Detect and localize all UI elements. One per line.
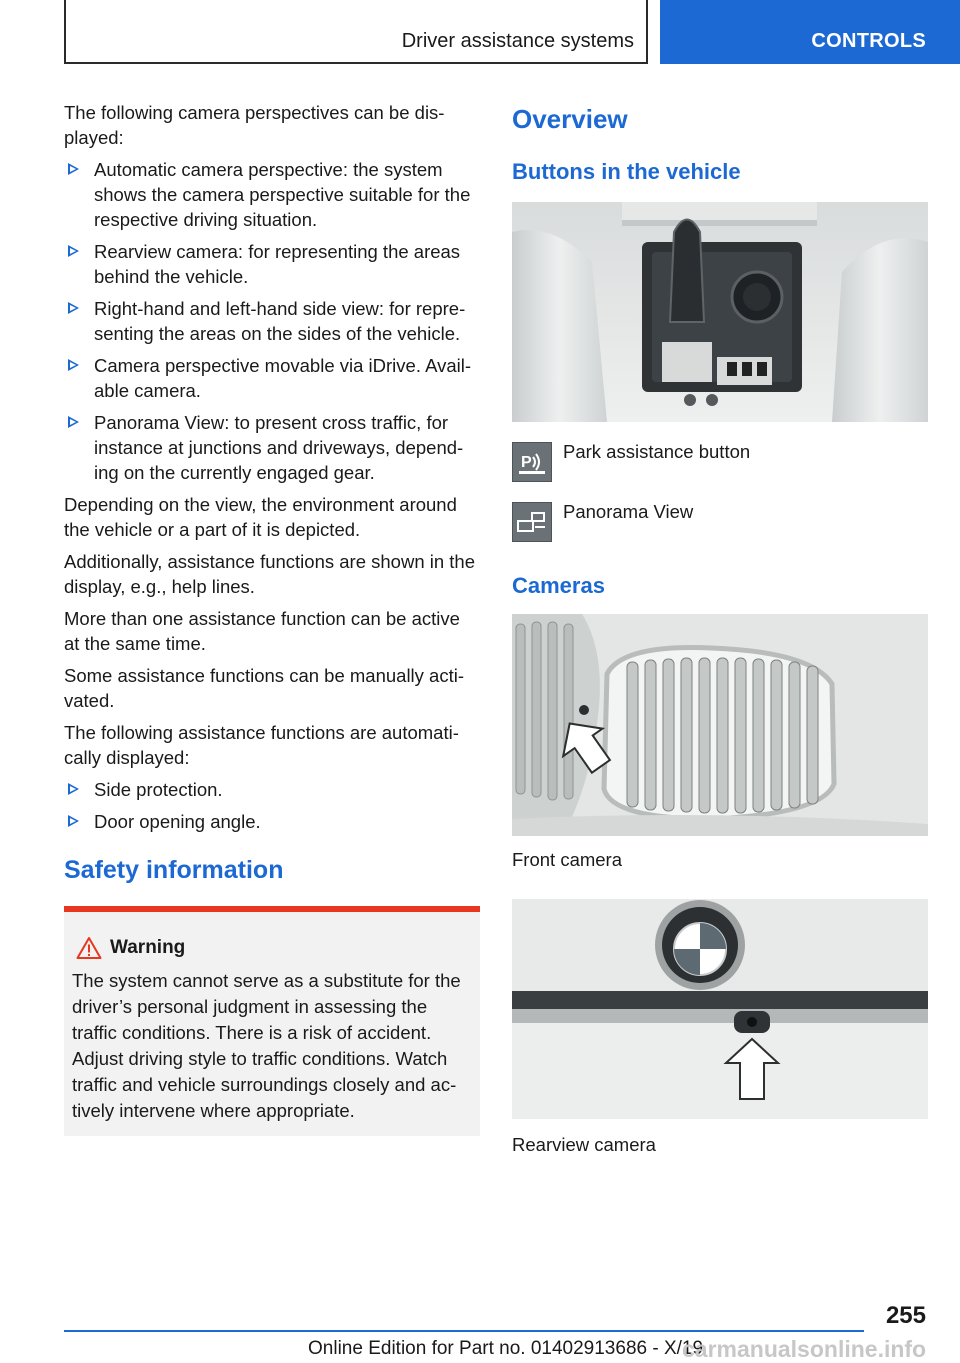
park-assist-label: Park assistance button <box>563 441 751 462</box>
left-column <box>64 100 480 885</box>
rearview-camera-image <box>512 899 928 1119</box>
edition-text: Online Edition for Part no. 01402913686 - X/19 <box>308 1338 704 1359</box>
safety-heading: Safety information <box>64 856 284 884</box>
body-paragraph: More than one assistance function can be active at the same time. <box>64 608 460 654</box>
center-console-image <box>512 202 928 422</box>
perspective-list <box>64 157 480 485</box>
footer-rule <box>64 1330 864 1332</box>
warning-triangle-icon <box>76 936 102 960</box>
section-title: Driver assistance systems <box>401 30 634 52</box>
center-console-illustration <box>512 202 928 422</box>
body-paragraph: Some assistance functions can be manually acti-vated. <box>64 665 465 711</box>
panorama-view-icon <box>512 502 552 542</box>
bullet-triangle-icon <box>68 815 79 827</box>
rear-bumper-illustration <box>512 899 928 1119</box>
warning-box <box>64 906 480 1136</box>
list-item: Side protection. <box>64 777 480 802</box>
chapter-tab-label: CONTROLS <box>811 30 926 52</box>
front-grille-illustration <box>512 614 928 836</box>
front-camera-image <box>512 614 928 836</box>
page-number: 255 <box>885 1302 926 1329</box>
intro-paragraph: The following camera perspectives can be dis-played: <box>64 102 445 148</box>
bullet-triangle-icon <box>68 245 79 257</box>
warning-text: The system cannot serve as a substitute for the driver’s personal judgment in assessing the traffic conditions. There is a risk of accident. Adjust driving style to traffic conditions. Watch traffic and vehicle surroundings closely and ac-tively intervene where appropriate. <box>72 970 461 1121</box>
panorama-view-label: Panorama View <box>563 501 694 522</box>
bullet-triangle-icon <box>68 783 79 795</box>
cameras-heading: Cameras <box>512 573 605 598</box>
bullet-triangle-icon <box>68 163 79 175</box>
list-item: Camera perspective movable via iDrive. Avail-able camera. <box>64 353 480 403</box>
warning-header <box>64 936 480 960</box>
list-item: Automatic camera perspective: the system shows the camera perspective suitable for the respective driving situation. <box>64 157 480 232</box>
body-paragraph: The following assistance functions are automati-cally displayed: <box>64 722 459 768</box>
front-camera-caption: Front camera <box>512 849 623 870</box>
list-item: Panorama View: to present cross traffic, for instance at junctions and driveways, depend-ing on the currently engaged gear. <box>64 410 480 485</box>
warning-title: Warning <box>110 937 186 958</box>
bullet-triangle-icon <box>68 302 79 314</box>
rearview-camera-caption: Rearview camera <box>512 1134 656 1155</box>
auto-function-list <box>64 777 480 834</box>
list-item: Right-hand and left-hand side view: for repre-senting the areas on the sides of the vehicle. <box>64 296 480 346</box>
svg-text:P: P <box>521 454 532 471</box>
buttons-heading: Buttons in the vehicle <box>512 159 741 184</box>
watermark: carmanualsonline.info <box>682 1336 927 1362</box>
header-section-box <box>64 0 648 64</box>
list-item: Door opening angle. <box>64 809 480 834</box>
bullet-triangle-icon <box>68 359 79 371</box>
list-item: Rearview camera: for representing the areas behind the vehicle. <box>64 239 480 289</box>
body-paragraph: Depending on the view, the environment around the vehicle or a part of it is depicted. <box>64 494 457 540</box>
overview-heading: Overview <box>512 104 628 134</box>
chapter-tab[interactable] <box>660 0 960 64</box>
body-paragraph: Additionally, assistance functions are shown in the display, e.g., help lines. <box>64 551 476 597</box>
bullet-triangle-icon <box>68 416 79 428</box>
park-assist-icon <box>512 442 552 482</box>
